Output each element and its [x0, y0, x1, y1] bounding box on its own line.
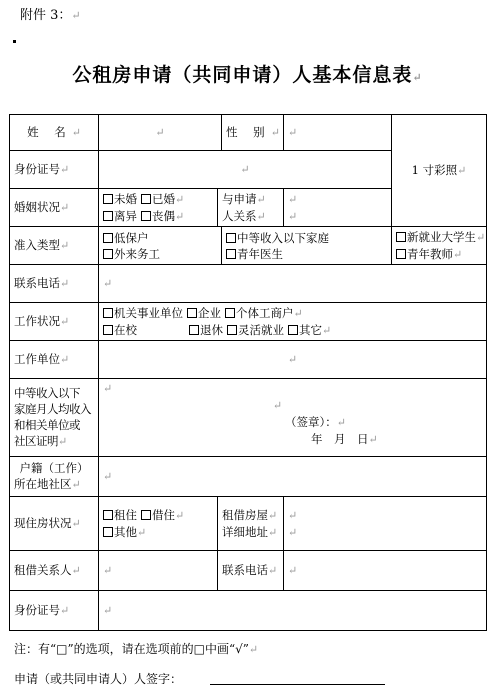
gender-label: 性 别↵ — [222, 115, 284, 151]
rent-contact-field[interactable]: ↵ — [99, 551, 218, 591]
marital-label: 婚姻状况↵ — [10, 189, 99, 227]
access-options-col2 — [222, 227, 392, 265]
row-phone — [10, 265, 487, 303]
checkbox[interactable] — [141, 194, 151, 204]
rent-phone-field[interactable]: ↵ — [284, 551, 487, 591]
marital-option-single[interactable]: 未婚 — [103, 191, 137, 207]
row-income-proof — [10, 379, 487, 457]
info-table — [9, 114, 486, 630]
access-label: 准入类型↵ — [10, 227, 99, 265]
row-name — [10, 115, 487, 151]
checkbox[interactable] — [103, 233, 113, 243]
work-option-enterprise[interactable]: 企业 — [187, 305, 221, 321]
housing-option-other[interactable]: 其他↵ — [103, 524, 146, 541]
signature-line[interactable] — [210, 684, 385, 685]
row-work-status — [10, 303, 487, 341]
checkbox[interactable] — [396, 249, 406, 259]
rent-address-field[interactable]: ↵ ↵ — [284, 497, 487, 551]
access-option-low-income[interactable]: 低保户 — [103, 230, 149, 246]
marital-option-widowed[interactable]: 丧偶↵ — [141, 208, 184, 225]
checkbox[interactable] — [141, 510, 151, 520]
name-label: 姓 名↵ — [10, 115, 99, 151]
rent-phone-label: 联系电话↵ — [218, 551, 284, 591]
checkbox[interactable] — [227, 325, 237, 335]
income-proof-field[interactable]: ↵ ↵ （签章）：↵ 年 月 日↵ — [99, 379, 487, 457]
hukou-label: 户籍（工作） 所在地社区↵ — [10, 457, 99, 497]
checkbox[interactable] — [141, 211, 151, 221]
housing-options — [99, 497, 218, 551]
seal-label: （签章）：↵ — [285, 415, 346, 429]
marital-option-married[interactable]: 已婚↵ — [141, 191, 184, 208]
phone-field[interactable]: ↵ — [99, 265, 487, 303]
checkbox[interactable] — [103, 249, 113, 259]
income-proof-label: 中等收入以下 家庭月人均收入 和相关单位或 社区证明↵ — [10, 379, 99, 457]
rent-contact-label: 租借关系人↵ — [10, 551, 99, 591]
work-option-retired[interactable]: 退休 — [189, 322, 223, 338]
work-option-flexible[interactable]: 灵活就业 — [227, 322, 284, 338]
access-options-col1 — [99, 227, 222, 265]
employer-field[interactable]: ↵ — [99, 341, 487, 379]
signature-label: 申请（或共同申请人）人签字： — [14, 672, 183, 686]
employer-label: 工作单位↵ — [10, 341, 99, 379]
phone-label: 联系电话↵ — [10, 265, 99, 303]
checkbox[interactable] — [226, 233, 236, 243]
work-option-public-institution[interactable]: 机关事业单位 — [103, 305, 183, 321]
housing-option-rent[interactable]: 租住 — [103, 507, 137, 523]
form-title: 公租房申请（共同申请）人基本信息表↵ — [72, 64, 423, 86]
row-rent-id — [10, 591, 487, 631]
work-option-self-employed[interactable]: 个体工商户↵ — [225, 305, 303, 322]
marital-options — [99, 189, 218, 227]
id-field[interactable]: ↵ — [99, 151, 392, 189]
row-housing — [10, 497, 487, 551]
marital-option-divorced[interactable]: 离异 — [103, 208, 137, 224]
row-hukou — [10, 457, 487, 497]
id-label: 身份证号↵ — [10, 151, 99, 189]
access-option-young-doctor[interactable]: 青年医生 — [226, 246, 283, 262]
access-option-young-teacher[interactable]: 青年教师↵ — [396, 246, 462, 263]
date-label: 年 月 日↵ — [311, 432, 378, 446]
relation-label: 与申请↵ 人关系↵ — [218, 189, 284, 227]
work-option-student[interactable]: 在校 — [103, 322, 137, 338]
rent-id-label: 身份证号↵ — [10, 591, 99, 631]
gender-field[interactable]: ↵ — [284, 115, 392, 151]
checkbox[interactable] — [225, 308, 235, 318]
row-employer — [10, 341, 487, 379]
row-access — [10, 227, 487, 265]
access-option-middle-income[interactable]: 中等收入以下家庭 — [226, 230, 329, 246]
hukou-field[interactable]: ↵ — [99, 457, 487, 497]
footnote: 注：有“□”的选项，请在选项前的□中画“√”↵ — [14, 642, 259, 656]
work-status-options — [99, 303, 487, 341]
checkbox[interactable] — [103, 308, 113, 318]
checkbox[interactable] — [103, 194, 113, 204]
housing-label: 现住房状况↵ — [10, 497, 99, 551]
checkbox[interactable] — [189, 325, 199, 335]
row-rent-contact — [10, 551, 487, 591]
relation-field[interactable]: ↵ ↵ — [284, 189, 392, 227]
checkbox[interactable] — [103, 211, 113, 221]
annex-label: 附件 3：↵ — [20, 8, 81, 23]
work-option-other[interactable]: 其它↵ — [288, 322, 331, 339]
access-options-col3 — [392, 227, 487, 265]
checkbox[interactable] — [103, 527, 113, 537]
rent-id-field[interactable]: ↵ — [99, 591, 487, 631]
work-status-label: 工作状况↵ — [10, 303, 99, 341]
photo-box: 1 寸彩照↵ — [392, 115, 487, 227]
housing-option-borrow[interactable]: 借住↵ — [141, 507, 184, 524]
checkbox[interactable] — [288, 325, 298, 335]
rent-address-label: 租借房屋↵ 详细地址↵ — [218, 497, 284, 551]
name-field[interactable]: ↵ — [99, 115, 222, 151]
access-option-migrant[interactable]: 外来务工 — [103, 246, 160, 262]
bullet-dot — [13, 40, 16, 43]
access-option-graduate[interactable]: 新就业大学生↵ — [396, 229, 485, 246]
checkbox[interactable] — [187, 308, 197, 318]
checkbox[interactable] — [103, 325, 113, 335]
checkbox[interactable] — [103, 510, 113, 520]
checkbox[interactable] — [226, 249, 236, 259]
checkbox[interactable] — [396, 232, 406, 242]
